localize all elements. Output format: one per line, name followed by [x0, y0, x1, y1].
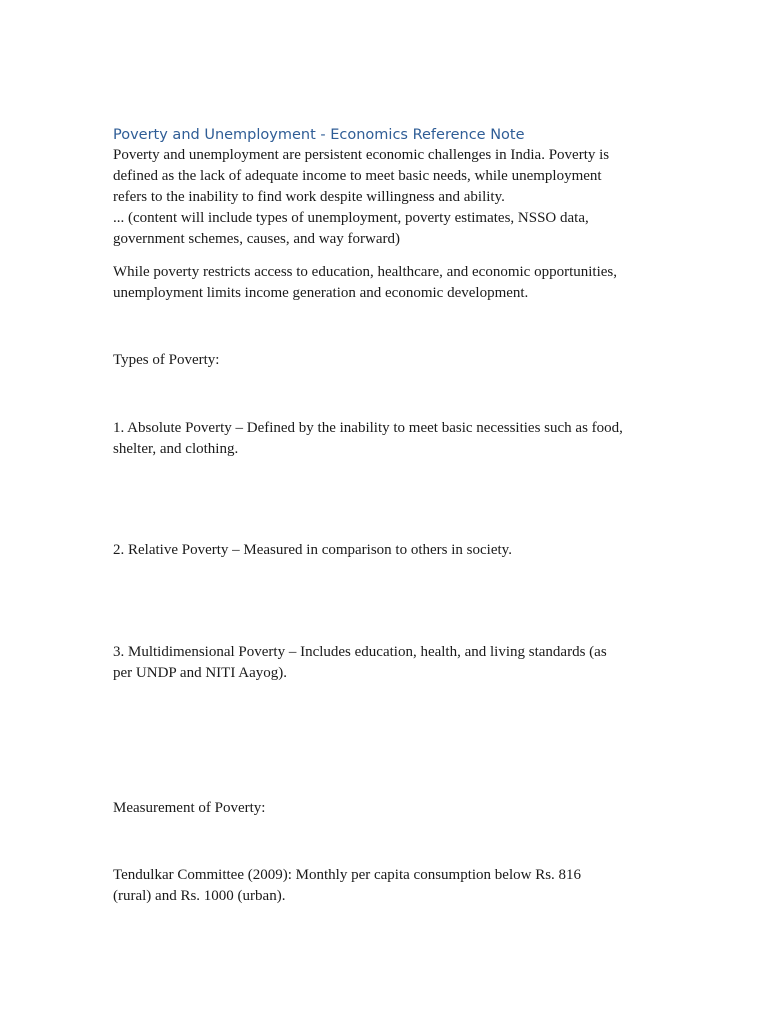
impact-line: While poverty restricts access to education, healthcare, and economic opportunities,	[113, 264, 617, 280]
intro-line: Poverty and unemployment are persistent economic challenges in India. Poverty is	[113, 147, 610, 163]
type-line: 1. Absolute Poverty – Defined by the inability to meet basic necessities such as food,	[113, 420, 623, 436]
intro-line: defined as the lack of adequate income to meet basic needs, while unemployment	[113, 168, 602, 184]
impact-paragraph	[113, 262, 673, 304]
document-title: Poverty and Unemployment - Economics Reference Note	[113, 127, 525, 143]
impact-line: unemployment limits income generation and economic development.	[113, 285, 529, 301]
intro-note-line: government schemes, causes, and way forward)	[113, 231, 400, 247]
type-line: per UNDP and NITI Aayog).	[113, 665, 287, 681]
measurement-line: Tendulkar Committee (2009): Monthly per capita consumption below Rs. 816	[113, 867, 582, 883]
type-line: shelter, and clothing.	[113, 441, 239, 457]
intro-line: refers to the inability to find work despite willingness and ability.	[113, 189, 505, 205]
type-multidimensional-poverty	[113, 642, 673, 684]
measurement-line: (rural) and Rs. 1000 (urban).	[113, 888, 286, 904]
type-line: 2. Relative Poverty – Measured in comparison to others in society.	[113, 542, 512, 558]
type-line: 3. Multidimensional Poverty – Includes education, health, and living standards (as	[113, 644, 607, 660]
measurement-paragraph	[113, 865, 673, 907]
types-heading: Types of Poverty:	[113, 352, 220, 368]
measurement-heading: Measurement of Poverty:	[113, 800, 266, 816]
intro-note-line: ... (content will include types of unemployment, poverty estimates, NSSO data,	[113, 210, 589, 226]
intro-paragraph	[113, 145, 673, 250]
type-absolute-poverty	[113, 418, 673, 460]
type-relative-poverty	[113, 540, 673, 561]
